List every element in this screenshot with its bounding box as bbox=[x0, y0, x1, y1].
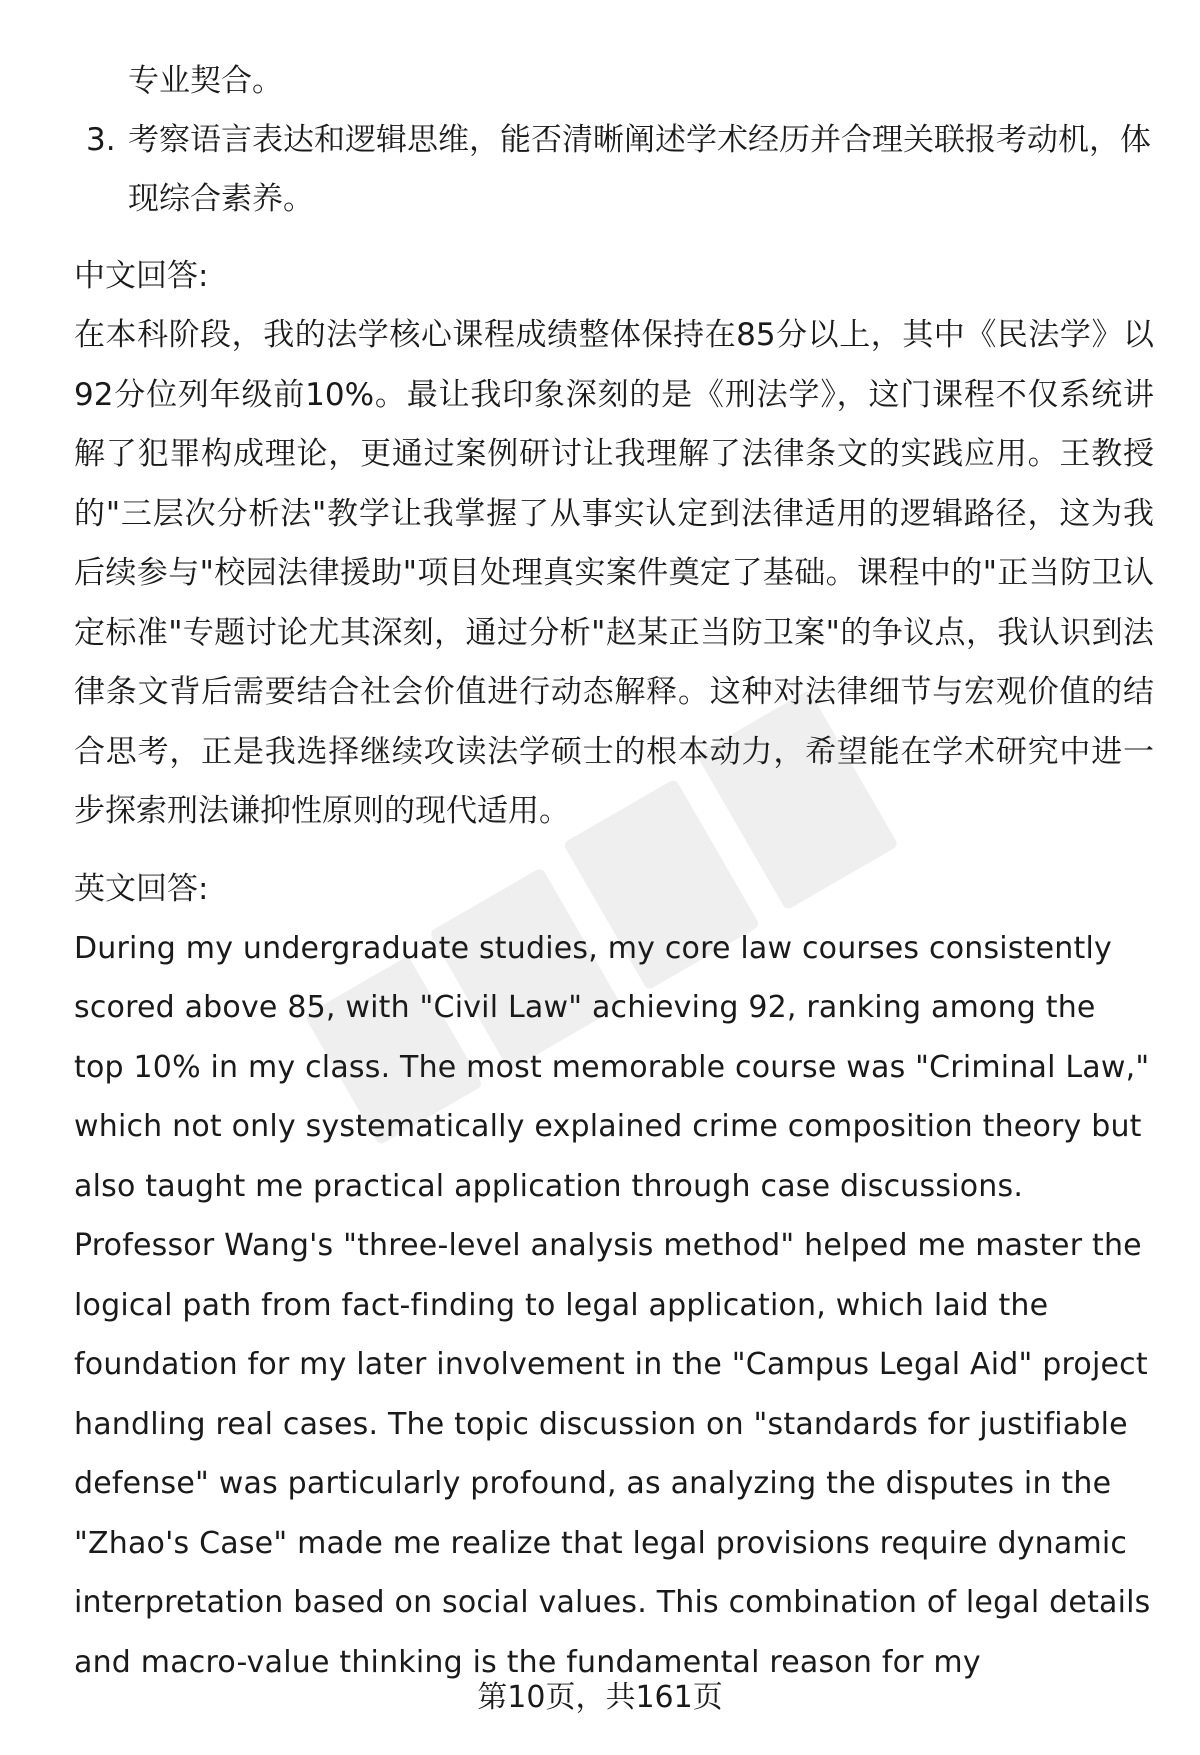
page-content bbox=[74, 52, 1154, 1692]
list-item-3 bbox=[74, 111, 1154, 229]
page-number: 第10页，共161页 bbox=[477, 1680, 723, 1715]
chinese-answer-paragraph: 在本科阶段，我的法学核心课程成绩整体保持在85分以上，其中《民法学》以92分位列年级前10%。最让我印象深刻的是《刑法学》，这门课程不仅系统讲解了犯罪构成理论，更通过案例研讨让我理解了法律条文的实践应用。王教授的"三层次分析法"教学让我掌握了从事实认定到法律适用的逻辑路径，这为我后续参与"校园法律援助"项目处理真实案件奠定了基础。课程中的"正当防卫认定标准"专题讨论尤其深刻，通过分析"赵某正当防卫案"的争议点，我认识到法律条文背后需要结合社会价值进行动态解释。这种对法律细节与宏观价值的结合思考，正是我选择继续攻读法学硕士的根本动力，希望能在学术研究中进一步探索刑法谦抑性原则的现代适用。 bbox=[74, 317, 1154, 829]
english-answer-label: 英文回答: bbox=[74, 870, 209, 907]
list-item-text: 考察语言表达和逻辑思维，能否清晰阐述学术经历并合理关联报考动机，体现综合素养。 bbox=[128, 122, 1151, 217]
chinese-answer-label: 中文回答: bbox=[74, 258, 209, 294]
list-item-continuation: 专业契合。 bbox=[128, 63, 283, 99]
english-answer-paragraph: During my undergraduate studies, my core law courses consistently scored above 85, with "Civil Law" achieving 92, ranking among the top 10% in my class. The most memorable course was "Criminal Law," which not only systematically explained crime composition theory but also taught me practical application through case discussions. Professor Wang's "three-level analysis method" helped me master the logical path from fact-finding to legal application, which laid the foundation for my later involvement in the "Campus Legal Aid" project handling real cases. The topic discussion on "standards for justifiable defense" was particularly profound, as analyzing the disputes in the "Zhao's Case" made me realize that legal provisions require dynamic interpretation based on social values. This combination of legal details and macro-value thinking is the fundamental reason for my bbox=[74, 930, 1151, 1680]
list-number: 3. bbox=[86, 122, 116, 158]
